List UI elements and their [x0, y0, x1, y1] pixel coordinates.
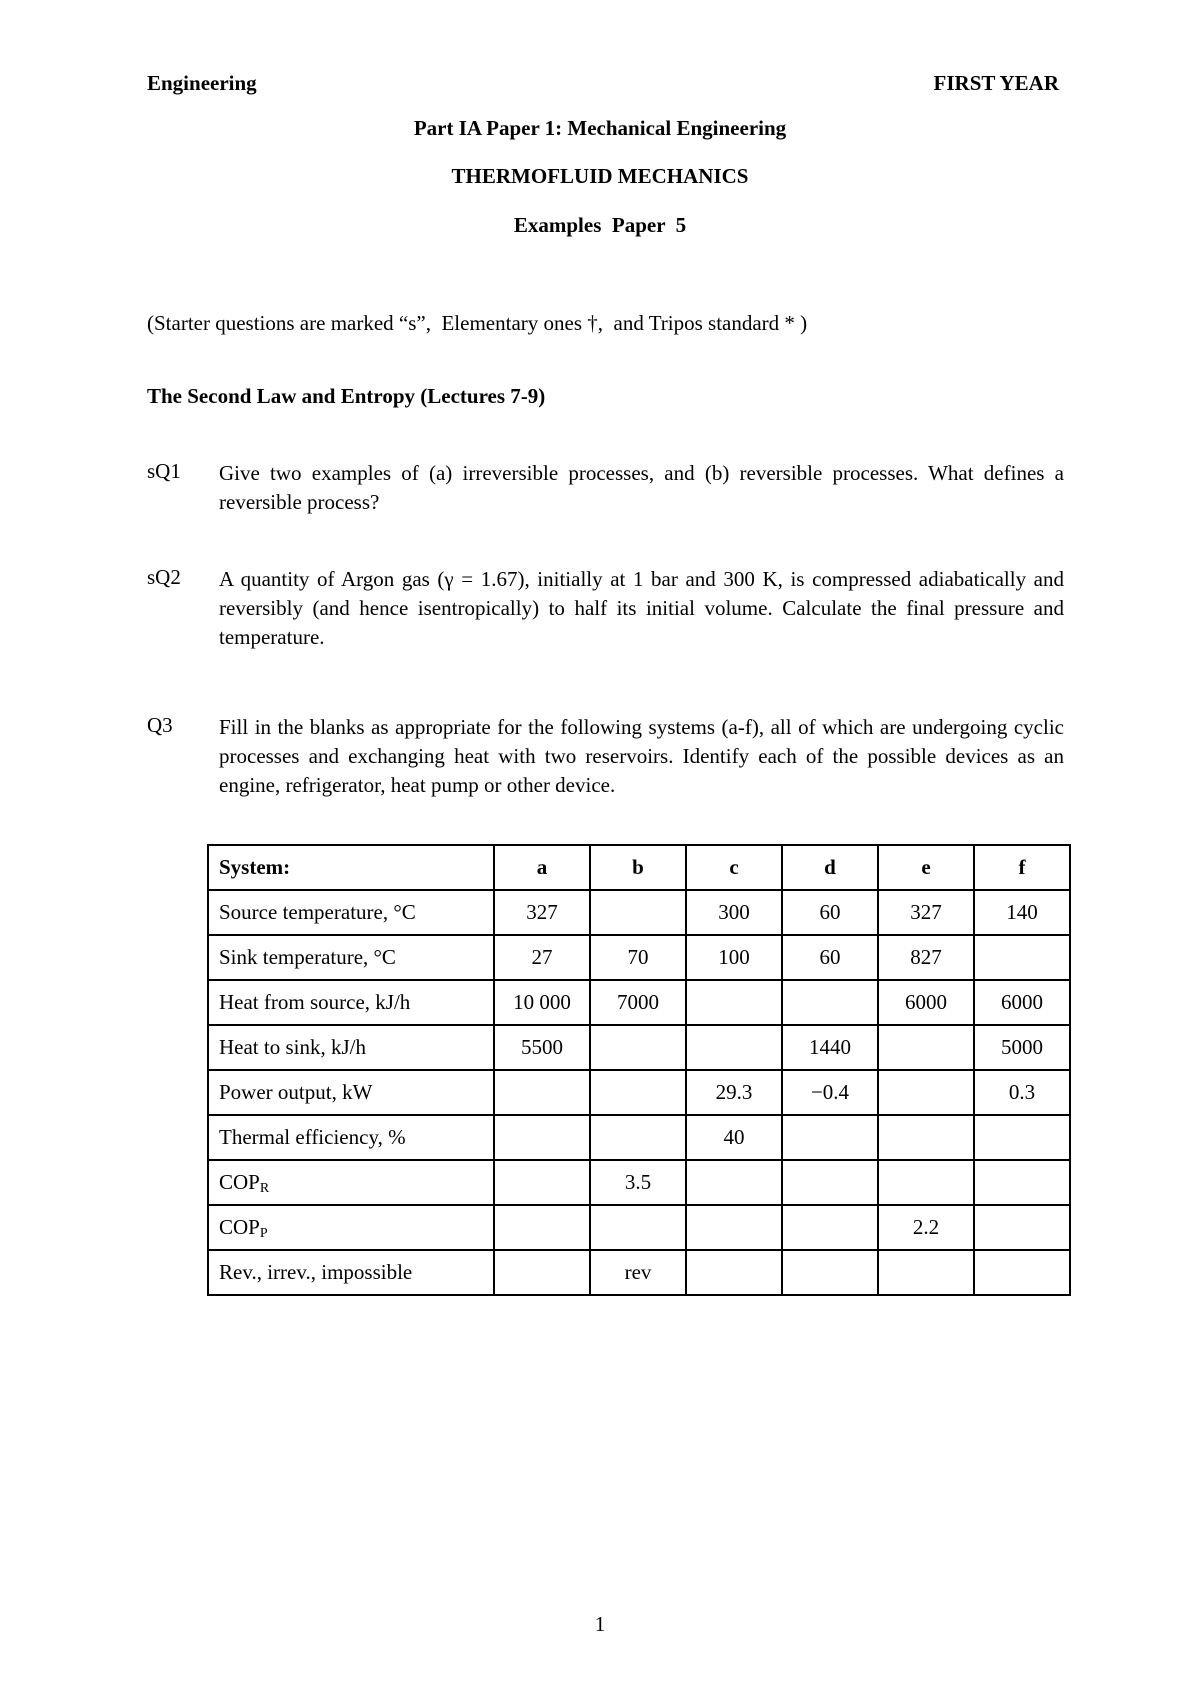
- row-label: Thermal efficiency, %: [208, 1115, 494, 1160]
- table-row: [208, 1205, 1070, 1250]
- table-header-cell: e: [878, 845, 974, 890]
- table-row: [208, 1070, 1070, 1115]
- systems-table: [207, 844, 1071, 1296]
- table-cell: [590, 890, 686, 935]
- table-cell: 70: [590, 935, 686, 980]
- table-cell: 7000: [590, 980, 686, 1025]
- table-cell: [494, 1070, 590, 1115]
- table-cell: [878, 1115, 974, 1160]
- table-header-cell: c: [686, 845, 782, 890]
- table-cell: [782, 1115, 878, 1160]
- table-cell: 140: [974, 890, 1070, 935]
- table-cell: [782, 980, 878, 1025]
- table-row: [208, 1160, 1070, 1205]
- table-cell: [782, 1205, 878, 1250]
- page-number: 1: [594, 1612, 606, 1636]
- table-cell: [974, 1205, 1070, 1250]
- table-cell: 60: [782, 935, 878, 980]
- table-cell: −0.4: [782, 1070, 878, 1115]
- table-cell: 5000: [974, 1025, 1070, 1070]
- table-cell: 300: [686, 890, 782, 935]
- table-cell: 6000: [878, 980, 974, 1025]
- table-header-cell: b: [590, 845, 686, 890]
- table-cell: [974, 1160, 1070, 1205]
- table-cell: 327: [878, 890, 974, 935]
- table-cell: 29.3: [686, 1070, 782, 1115]
- row-label: Heat to sink, kJ/h: [208, 1025, 494, 1070]
- table-row: [208, 935, 1070, 980]
- table-cell: [686, 980, 782, 1025]
- table-cell: 27: [494, 935, 590, 980]
- row-label: Heat from source, kJ/h: [208, 980, 494, 1025]
- table-cell: [878, 1070, 974, 1115]
- table-cell: 10 000: [494, 980, 590, 1025]
- table-cell: [590, 1025, 686, 1070]
- table-header-cell: a: [494, 845, 590, 890]
- question-number: sQ2: [147, 565, 181, 589]
- table-cell: [878, 1025, 974, 1070]
- table-cell: 60: [782, 890, 878, 935]
- row-label: Source temperature, °C: [208, 890, 494, 935]
- table-cell: 0.3: [974, 1070, 1070, 1115]
- table-header-cell: System:: [208, 845, 494, 890]
- table-cell: [686, 1160, 782, 1205]
- table-cell: 2.2: [878, 1205, 974, 1250]
- table-row: [208, 1115, 1070, 1160]
- subscript: P: [259, 1226, 268, 1241]
- table-cell: [686, 1205, 782, 1250]
- table-row: [208, 1250, 1070, 1295]
- table-cell: [590, 1205, 686, 1250]
- question-text: Give two examples of (a) irreversible processes, and (b) reversible processes. What defines a reversible process?: [219, 461, 1064, 514]
- table-cell: 40: [686, 1115, 782, 1160]
- table-cell: 1440: [782, 1025, 878, 1070]
- table-cell: [590, 1070, 686, 1115]
- row-label: Power output, kW: [208, 1070, 494, 1115]
- table-cell: 100: [686, 935, 782, 980]
- question-number: sQ1: [147, 459, 181, 483]
- table-cell: [974, 1250, 1070, 1295]
- table-cell: [878, 1160, 974, 1205]
- table-cell: [494, 1115, 590, 1160]
- row-label: Sink temperature, °C: [208, 935, 494, 980]
- header-right: FIRST YEAR: [933, 71, 1059, 95]
- table-cell: [878, 1250, 974, 1295]
- table-row: [208, 1025, 1070, 1070]
- table-cell: [782, 1250, 878, 1295]
- table-cell: 327: [494, 890, 590, 935]
- table-cell: [494, 1250, 590, 1295]
- row-label: $COP_P$: [208, 1205, 494, 1250]
- question-legend: (Starter questions are marked “s”, Elementary ones †, and Tripos standard * ): [147, 311, 808, 335]
- table-cell: [494, 1205, 590, 1250]
- row-label: $COP_R$: [208, 1160, 494, 1205]
- table-cell: [686, 1250, 782, 1295]
- header-left: Engineering: [147, 71, 257, 95]
- table-header-row: [208, 845, 1070, 890]
- examples-title: Examples Paper 5: [513, 213, 687, 237]
- table-cell: [686, 1025, 782, 1070]
- question-text: A quantity of Argon gas (γ = 1.67), initially at 1 bar and 300 K, is compressed adiabatically and reversibly (and hence isentropically) to half its initial volume. Calculate the final pressure and temperature.: [219, 567, 1064, 649]
- table-cell: 3.5: [590, 1160, 686, 1205]
- row-label: Rev., irrev., impossible: [208, 1250, 494, 1295]
- question-text: Fill in the blanks as appropriate for the following systems (a-f), all of which are undergoing cyclic processes and exchanging heat with two reservoirs. Identify each of the possible devices as an engine, refrigerator, heat pump or other device.: [219, 715, 1064, 797]
- subject-title: THERMOFLUID MECHANICS: [451, 164, 749, 188]
- table-cell: [782, 1160, 878, 1205]
- table-header-cell: d: [782, 845, 878, 890]
- table-row: [208, 890, 1070, 935]
- table-cell: [494, 1160, 590, 1205]
- table-row: [208, 980, 1070, 1025]
- question-number: Q3: [147, 713, 173, 737]
- table-cell: 5500: [494, 1025, 590, 1070]
- section-heading: The Second Law and Entropy (Lectures 7-9): [147, 384, 546, 408]
- table-cell: 6000: [974, 980, 1070, 1025]
- subscript: R: [259, 1181, 270, 1196]
- table-cell: rev: [590, 1250, 686, 1295]
- table-header-cell: f: [974, 845, 1070, 890]
- table-cell: [974, 1115, 1070, 1160]
- table-cell: [974, 935, 1070, 980]
- table-cell: 827: [878, 935, 974, 980]
- paper-title: Part IA Paper 1: Mechanical Engineering: [413, 116, 787, 140]
- table-cell: [590, 1115, 686, 1160]
